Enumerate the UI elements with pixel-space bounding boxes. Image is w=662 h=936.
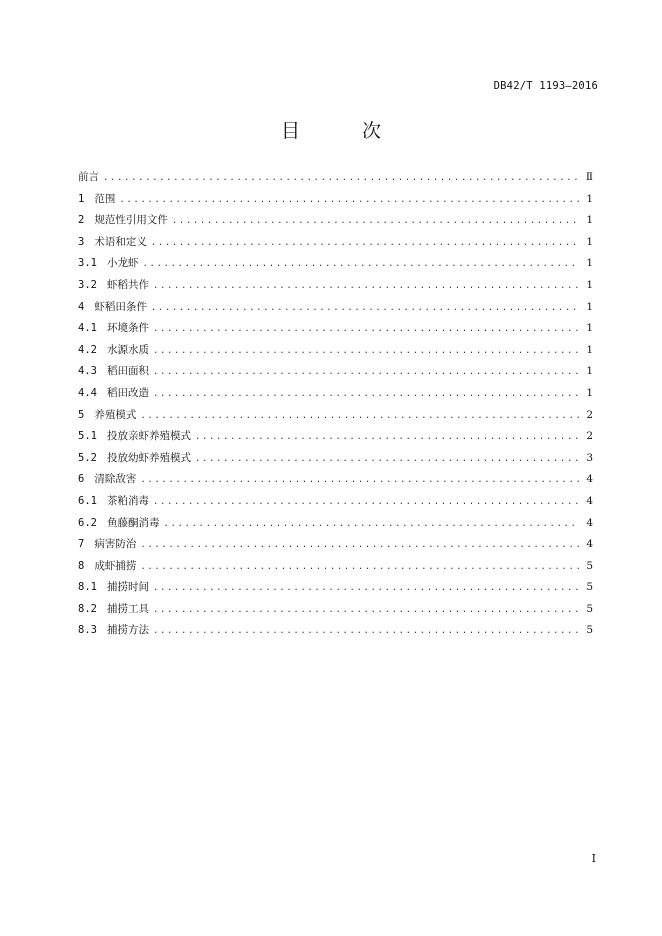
toc-leader-dots <box>153 605 579 615</box>
toc-entry[interactable] <box>78 342 593 364</box>
toc-leader-dots <box>153 497 579 507</box>
toc-entry[interactable] <box>78 515 593 537</box>
toc-entry-number: 7 <box>78 538 85 551</box>
toc-leader-dots <box>142 259 579 269</box>
toc-entry-number: 1 <box>78 192 85 205</box>
toc-entry[interactable] <box>78 234 593 256</box>
toc-entry-page: 4 <box>586 538 593 551</box>
toc-entry-label: 成虾捕捞 <box>94 559 137 572</box>
page-number: I <box>591 852 596 865</box>
toc-entry-label: 投放亲虾养殖模式 <box>106 430 191 443</box>
toc-entry[interactable] <box>78 471 593 493</box>
toc-entry-page: 5 <box>586 559 593 572</box>
toc-entry[interactable] <box>78 169 593 191</box>
toc-entry-label: 捕捞工具 <box>106 602 149 615</box>
toc-entry[interactable] <box>78 601 593 623</box>
toc-entry-label: 鱼藤酮消毒 <box>106 516 160 529</box>
standard-code: DB42/T 1193—2016 <box>493 80 598 92</box>
toc-entry[interactable] <box>78 622 593 644</box>
toc-entry-label: 养殖模式 <box>94 408 137 421</box>
toc-entry-number: 5.1 <box>78 430 97 443</box>
toc-entry[interactable] <box>78 450 593 472</box>
toc-entry[interactable] <box>78 363 593 385</box>
toc-entry-label: 稻田面积 <box>106 365 149 378</box>
toc-entry-page: 5 <box>586 581 593 594</box>
toc-entry-label: 捕捞时间 <box>106 581 149 594</box>
toc-entry-page: 3 <box>586 451 593 464</box>
toc-entry-label: 病害防治 <box>94 538 137 551</box>
toc-leader-dots <box>153 346 579 356</box>
toc-entry-page: 4 <box>586 494 593 507</box>
toc-entry[interactable] <box>78 385 593 407</box>
toc-entry-page: 1 <box>586 343 593 356</box>
toc-entry-page: 1 <box>586 235 593 248</box>
toc-entry-number: 6 <box>78 473 85 486</box>
toc-entry[interactable] <box>78 277 593 299</box>
toc-leader-dots <box>153 281 579 291</box>
toc-entry-number: 8.1 <box>78 581 97 594</box>
toc-entry-page: 2 <box>586 430 593 443</box>
toc-entry[interactable] <box>78 299 593 321</box>
toc-entry-number: 5 <box>78 408 85 421</box>
toc-entry-number: 4.2 <box>78 343 97 356</box>
toc-entry-label: 虾稻田条件 <box>94 300 147 313</box>
toc-leader-dots <box>119 195 579 205</box>
toc-leader-dots <box>195 432 579 442</box>
toc-entry-number: 5.2 <box>78 451 97 464</box>
toc-entry-page: 1 <box>586 300 593 313</box>
toc-entry[interactable] <box>78 191 593 213</box>
toc-entry-page: Ⅱ <box>585 171 593 183</box>
toc-entry-label: 前言 <box>78 171 99 183</box>
table-of-contents <box>78 169 593 644</box>
toc-leader-dots <box>140 475 579 485</box>
toc-entry-label: 茶粕消毒 <box>106 494 149 507</box>
toc-leader-dots <box>151 238 579 248</box>
toc-entry-page: 4 <box>586 516 593 529</box>
toc-entry-page: 1 <box>586 322 593 335</box>
toc-entry-label: 范围 <box>94 192 116 205</box>
toc-entry[interactable] <box>78 493 593 515</box>
toc-leader-dots <box>151 303 579 313</box>
toc-entry-label: 小龙虾 <box>106 257 139 270</box>
toc-entry[interactable] <box>78 536 593 558</box>
toc-entry-number: 8.3 <box>78 624 97 637</box>
toc-leader-dots <box>195 454 579 464</box>
toc-entry-number: 8.2 <box>78 602 97 615</box>
toc-entry-page: 2 <box>586 408 593 421</box>
toc-leader-dots <box>140 540 579 550</box>
toc-entry-page: 4 <box>586 473 593 486</box>
toc-entry-page: 1 <box>586 278 593 291</box>
toc-leader-dots <box>153 626 579 636</box>
toc-entry-page: 1 <box>586 214 593 227</box>
toc-entry-number: 3.1 <box>78 257 97 270</box>
toc-entry-label: 投放幼虾养殖模式 <box>106 451 191 464</box>
toc-entry[interactable] <box>78 407 593 429</box>
toc-entry-number: 4 <box>78 300 85 313</box>
toc-entry-page: 1 <box>586 386 593 399</box>
toc-entry-label: 清除敌害 <box>94 473 137 486</box>
toc-entry-number: 3 <box>78 235 85 248</box>
toc-entry-label: 稻田改造 <box>106 386 149 399</box>
toc-entry-page: 5 <box>586 624 593 637</box>
toc-entry-number: 4.4 <box>78 386 97 399</box>
toc-entry-number: 4.1 <box>78 322 97 335</box>
toc-entry-label: 规范性引用文件 <box>94 214 168 227</box>
toc-leader-dots <box>103 173 579 183</box>
toc-leader-dots <box>153 324 579 334</box>
toc-entry-number: 6.2 <box>78 516 97 529</box>
toc-entry[interactable] <box>78 558 593 580</box>
toc-leader-dots <box>140 411 579 421</box>
toc-leader-dots <box>172 216 579 226</box>
toc-entry-label: 捕捞方法 <box>106 624 149 637</box>
toc-entry[interactable] <box>78 579 593 601</box>
toc-entry[interactable] <box>78 255 593 277</box>
toc-entry-label: 术语和定义 <box>94 235 147 248</box>
toc-leader-dots <box>153 583 579 593</box>
toc-entry-page: 1 <box>586 257 593 270</box>
toc-leader-dots <box>153 389 579 399</box>
toc-leader-dots <box>153 367 579 377</box>
toc-entry-label: 环境条件 <box>106 322 149 335</box>
toc-entry[interactable] <box>78 320 593 342</box>
toc-entry-label: 虾稻共作 <box>106 278 149 291</box>
toc-entry[interactable] <box>78 428 593 450</box>
toc-leader-dots <box>163 519 579 529</box>
page-title: 目 次 <box>280 120 410 142</box>
toc-leader-dots <box>140 562 579 572</box>
toc-entry-number: 2 <box>78 214 85 227</box>
toc-entry-label: 水源水质 <box>106 343 149 356</box>
toc-entry-number: 8 <box>78 559 85 572</box>
toc-entry-number: 4.3 <box>78 365 97 378</box>
toc-entry-number: 6.1 <box>78 494 97 507</box>
toc-entry-page: 5 <box>586 602 593 615</box>
toc-entry-page: 1 <box>586 192 593 205</box>
toc-entry-page: 1 <box>586 365 593 378</box>
toc-entry[interactable] <box>78 212 593 234</box>
toc-entry-number: 3.2 <box>78 278 97 291</box>
